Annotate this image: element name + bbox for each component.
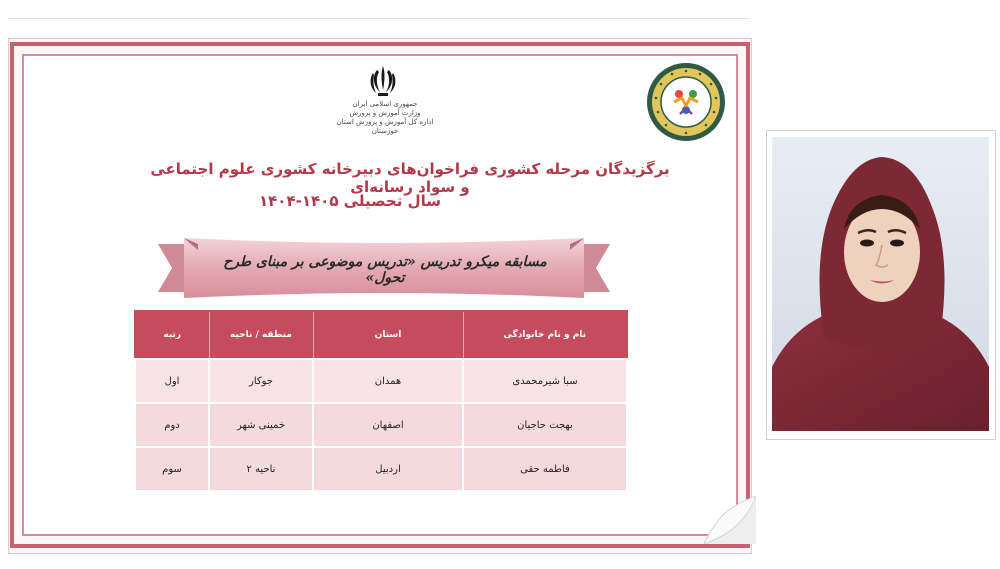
document-title: برگزیدگان مرحله کشوری فراخوان‌های دبیرخانه کشوری علوم اجتماعی و سواد رسانه‌ای: [150, 160, 670, 196]
secretariat-logo-icon: [646, 62, 726, 142]
cell-region: خمینی شهر: [209, 403, 313, 447]
top-divider: [8, 18, 750, 19]
cell-province: اردبیل: [313, 447, 463, 491]
header-region: منطقه / ناحیه: [209, 311, 313, 359]
org-line-1: جمهوری اسلامی ایران: [352, 100, 418, 108]
cell-name: بهجت حاجیان: [463, 403, 627, 447]
winners-table: [134, 310, 628, 492]
portrait-photo: [772, 137, 989, 431]
academic-year: سال تحصیلی ۱۴۰۵-۱۴۰۴: [259, 192, 441, 210]
cell-region: ناحیه ۲: [209, 447, 313, 491]
table-row: [135, 447, 627, 491]
header-name: نام و نام خانوادگی: [463, 311, 627, 359]
header-province: استان: [313, 311, 463, 359]
cell-name: سبا شیرمحمدی: [463, 359, 627, 403]
org-line-2: وزارت آموزش و پرورش: [349, 109, 421, 117]
cell-rank: دوم: [135, 403, 209, 447]
cell-region: جوکار: [209, 359, 313, 403]
cell-rank: سوم: [135, 447, 209, 491]
org-line-3: اداره کل آموزش و پرورش استان خوزستان: [336, 118, 434, 135]
iran-emblem-icon: [368, 64, 398, 98]
cell-province: همدان: [313, 359, 463, 403]
header-rank: رتبه: [135, 311, 209, 359]
cell-name: فاطمه حقی: [463, 447, 627, 491]
competition-title: مسابقه میکرو تدریس «تدریس موضوعی بر مبنای طرح تحول»: [223, 254, 547, 286]
cell-province: اصفهان: [313, 403, 463, 447]
page-curl: [704, 496, 756, 544]
table-row: [135, 403, 627, 447]
organization-header: [325, 100, 445, 136]
cell-rank: اول: [135, 359, 209, 403]
table-row: [135, 359, 627, 403]
table-header-row: [135, 311, 627, 359]
